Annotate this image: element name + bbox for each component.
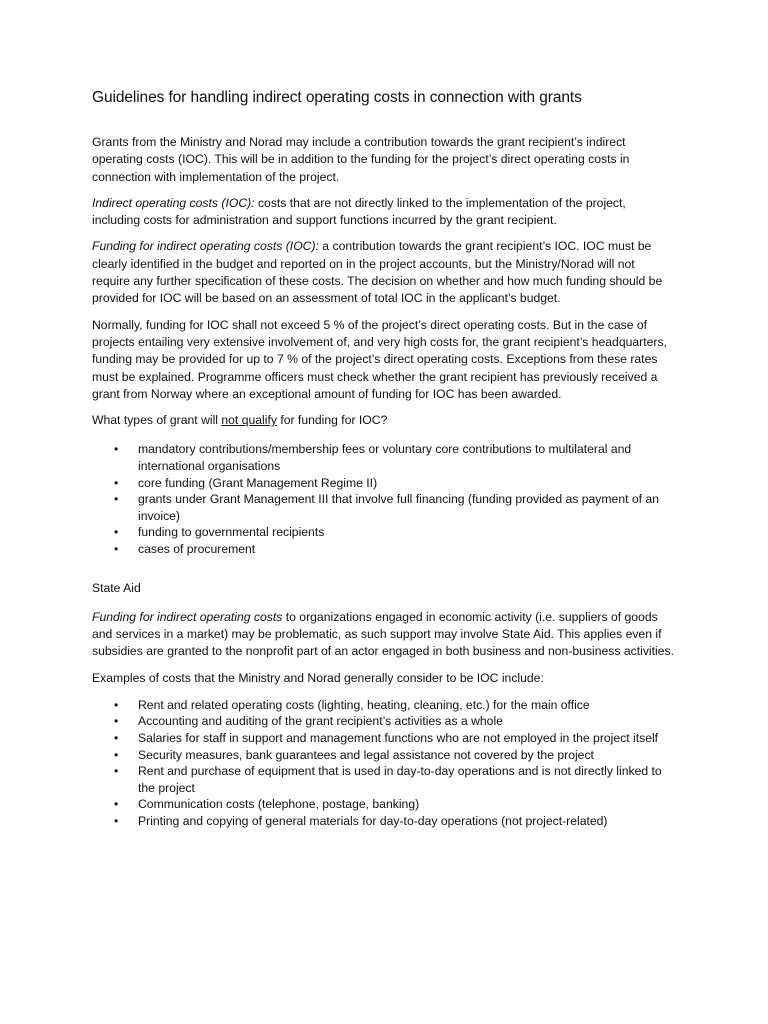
examples-list [92, 697, 674, 830]
bullet-icon: • [114, 813, 119, 828]
list-item [92, 441, 674, 474]
bullet-icon: • [114, 442, 119, 457]
qualify-question [92, 412, 674, 429]
ioc-definition-paragraph [92, 195, 674, 230]
bullet-icon: • [114, 525, 119, 540]
list-item-text: Rent and related operating costs (lighting, heating, cleaning, etc.) for the main office [138, 697, 590, 712]
list-item-text: Rent and purchase of equipment that is used in day-to-day operations and is not directly linked to the project [138, 764, 662, 795]
list-item [92, 713, 674, 730]
intro-paragraph: Grants from the Ministry and Norad may include a contribution towards the grant recipient’s indirect operating costs (IOC). This will be in addition to the funding for the project’s direct operating costs in connection with implementation of the project. [92, 135, 630, 184]
list-item-text: Accounting and auditing of the grant recipient’s activities as a whole [138, 714, 503, 729]
bullet-icon: • [114, 492, 119, 507]
normal-limit-paragraph: Normally, funding for IOC shall not exceed 5 % of the project’s direct operating costs. But in the case of projects entailing very extensive involvement of, and very high costs for, the grant recipient’s headquarters, funding may be provided for up to 7 % of the project’s direct operating costs. Exceptions from these rates must be explained. Programme officers must check whether the grant recipient has previously received a grant from Norway where an exceptional amount of funding for IOC has been awarded. [92, 317, 667, 401]
list-item-text: mandatory contributions/membership fees or voluntary core contributions to multilateral and international organisations [138, 442, 632, 474]
list-item-text: grants under Grant Management III that involve full financing (funding provided as payment of an invoice) [138, 492, 659, 523]
funding-definition-paragraph [92, 238, 674, 307]
bullet-icon: • [114, 714, 119, 729]
list-item [92, 524, 674, 541]
list-item-text: Salaries for staff in support and management functions who are not employed in the project itself [138, 730, 659, 745]
ioc-definition-text: costs that are not directly linked to the implementation of the project, including costs for administration and support functions incurred by the grant recipient. [92, 195, 626, 228]
funding-definition-text: a contribution towards the grant recipient’s IOC. IOC must be clearly identified in the budget and reported on in the project accounts, but the Ministry/Norad will not require any further specification of these costs. The decision on whether and how much funding should be provided for IOC will be based on an assessment of total IOC in the applicant’s budget. [92, 239, 663, 306]
bullet-icon: • [114, 797, 119, 812]
list-item-text: funding to governmental recipients [138, 525, 325, 540]
list-item-text: Security measures, bank guarantees and legal assistance not covered by the project [138, 747, 594, 762]
list-item [92, 796, 674, 813]
list-item [92, 747, 674, 764]
examples-intro: Examples of costs that the Ministry and Norad generally consider to be IOC include: [92, 670, 544, 685]
qualify-question-before: What types of grant will [92, 413, 222, 428]
bullet-icon: • [114, 697, 119, 712]
list-item-text: Printing and copying of general materials for day-to-day operations (not project-related) [138, 813, 608, 828]
ioc-definition-term: Indirect operating costs (IOC): [92, 195, 255, 210]
list-item [92, 475, 674, 492]
bullet-icon: • [114, 542, 119, 557]
list-item [92, 491, 674, 524]
funding-definition-term: Funding for indirect operating costs (IOC): [92, 239, 319, 254]
bullet-icon: • [114, 764, 119, 779]
document-page [92, 88, 674, 830]
list-item [92, 730, 674, 747]
state-aid-paragraph [92, 609, 674, 661]
state-aid-text: to organizations engaged in economic activity (i.e. suppliers of goods and services in a market) may be problematic, as such support may involve State Aid. This applies even if subsidies are granted to the nonprofit part of an actor engaged in both business and non-business activities. [92, 609, 674, 659]
bullet-icon: • [114, 747, 119, 762]
list-item-text: cases of procurement [138, 542, 256, 557]
state-aid-heading: State Aid [92, 580, 141, 595]
list-item [92, 813, 674, 830]
non-qualifying-list [92, 441, 674, 557]
list-item-text: Communication costs (telephone, postage, banking) [138, 797, 420, 812]
list-item [92, 697, 674, 714]
bullet-icon: • [114, 730, 119, 745]
bullet-icon: • [114, 475, 119, 490]
qualify-question-after: for funding for IOC? [276, 413, 388, 428]
list-item [92, 763, 674, 796]
document-title: Guidelines for handling indirect operating costs in connection with grants [92, 89, 582, 106]
list-item-text: core funding (Grant Management Regime II) [138, 475, 378, 490]
list-item [92, 541, 674, 558]
qualify-question-emphasis: not qualify [221, 413, 277, 428]
state-aid-term: Funding for indirect operating costs [92, 609, 283, 624]
